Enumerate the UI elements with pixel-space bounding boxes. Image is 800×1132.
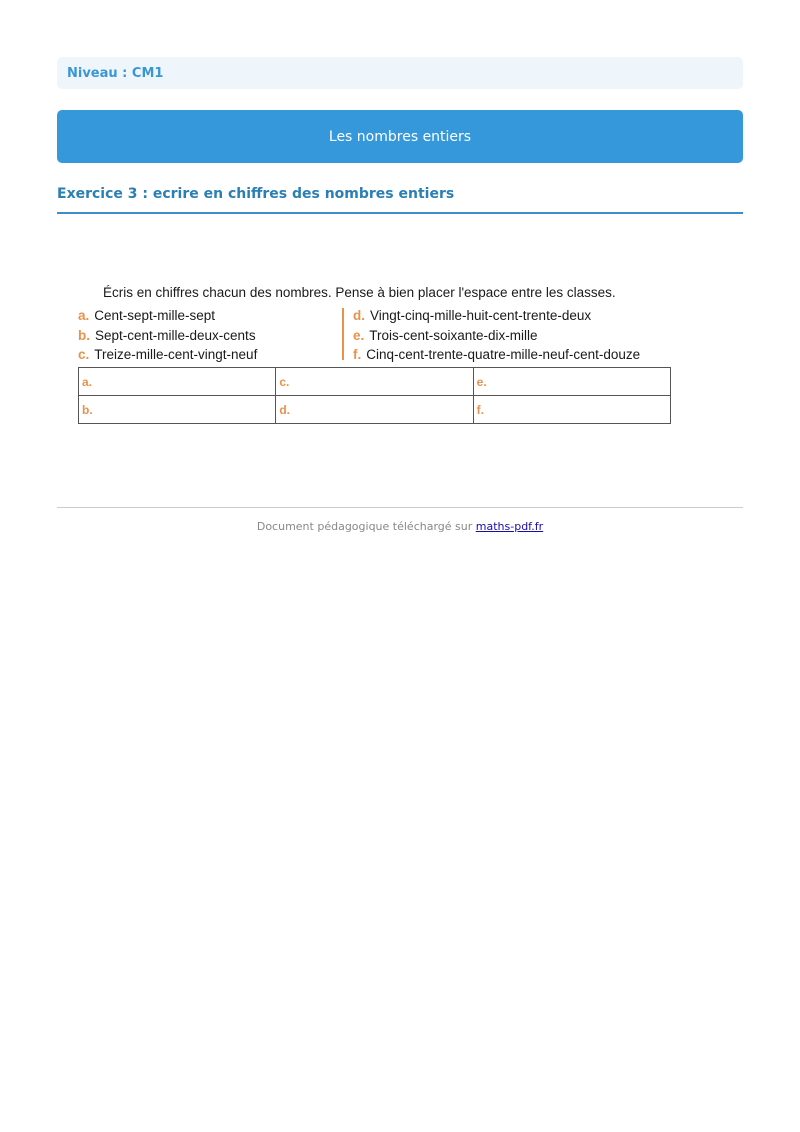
answer-cell[interactable]: c.	[276, 368, 473, 396]
item-text: Sept-cent-mille-deux-cents	[95, 327, 256, 343]
footer-divider	[57, 507, 743, 508]
instruction-text: Écris en chiffres chacun des nombres. Pense à bien placer l'espace entre les classes.	[103, 285, 616, 300]
answer-cell[interactable]: e.	[473, 368, 670, 396]
answer-cell[interactable]: b.	[79, 396, 276, 424]
item-text: Trois-cent-soixante-dix-mille	[369, 327, 538, 343]
items-right-column	[353, 306, 640, 365]
level-box	[57, 57, 743, 89]
item-text: Treize-mille-cent-vingt-neuf	[94, 347, 258, 362]
list-item	[78, 345, 257, 365]
footer-link[interactable]: maths-pdf.fr	[475, 520, 544, 533]
table-row	[79, 396, 671, 424]
list-item	[353, 345, 640, 365]
items-left-column	[78, 306, 257, 365]
topic-title: Les nombres entiers	[328, 128, 472, 145]
footer-text: Document pédagogique téléchargé sur	[256, 520, 473, 533]
topic-banner	[57, 110, 743, 163]
table-row	[79, 368, 671, 396]
answer-cell[interactable]: f.	[473, 396, 670, 424]
list-item	[78, 306, 257, 326]
item-letter: d.	[353, 308, 365, 323]
title-underline	[57, 212, 743, 214]
list-item	[353, 326, 640, 346]
list-item	[353, 306, 640, 326]
answer-cell[interactable]: d.	[276, 396, 473, 424]
item-letter: c.	[78, 347, 90, 362]
item-text: Cent-sept-mille-sept	[94, 308, 216, 323]
answer-cell[interactable]: a.	[79, 368, 276, 396]
item-text: Cinq-cent-trente-quatre-mille-neuf-cent-douze	[366, 347, 641, 362]
level-label: Niveau : CM1	[67, 65, 164, 81]
item-letter: f.	[353, 347, 362, 362]
column-separator	[342, 308, 344, 360]
item-letter: b.	[78, 327, 90, 343]
item-letter: a.	[78, 308, 90, 323]
item-text: Vingt-cinq-mille-huit-cent-trente-deux	[370, 308, 592, 323]
answer-table	[78, 367, 671, 424]
list-item	[78, 326, 257, 346]
item-letter: e.	[353, 327, 365, 343]
exercise-title: Exercice 3 : ecrire en chiffres des nombres entiers	[57, 186, 455, 202]
footer	[0, 520, 800, 533]
